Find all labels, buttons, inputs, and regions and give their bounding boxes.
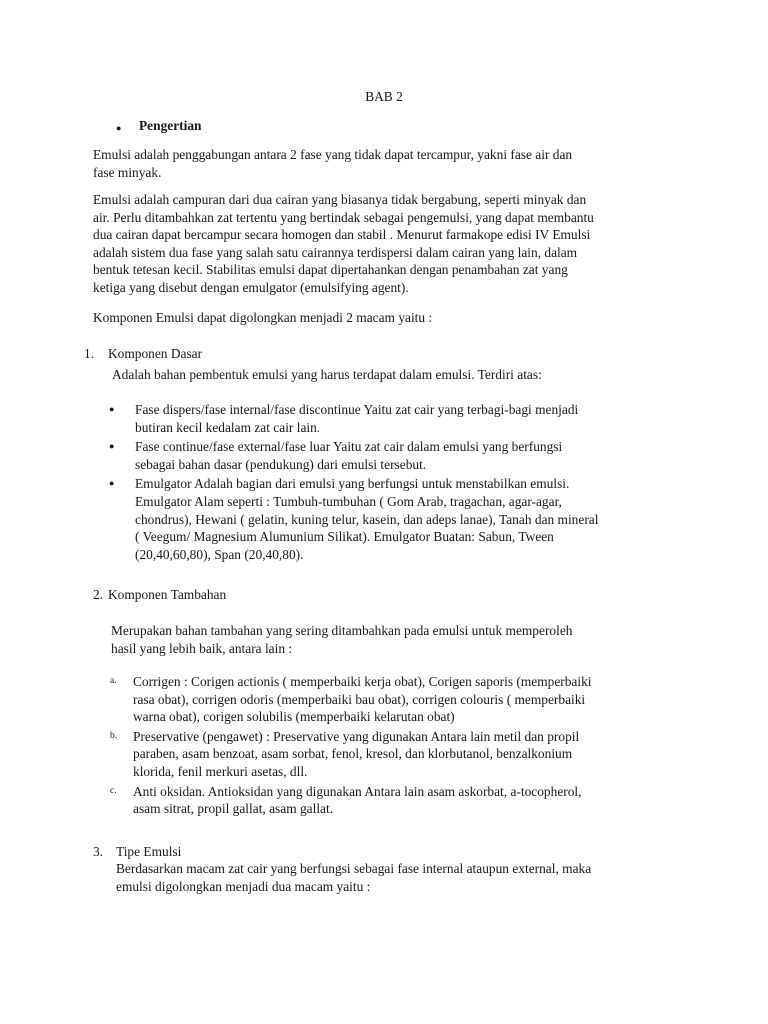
list-marker: b. (110, 730, 118, 741)
alpha-list (110, 673, 703, 818)
text-line: hasil yang lebih baik, antara lain : (111, 640, 293, 656)
bullet-icon: ● (109, 404, 115, 414)
bullet-icon: ● (116, 123, 122, 133)
text-line: (20,40,60,80), Span (20,40,80). (135, 546, 304, 562)
list-marker: a. (110, 676, 117, 686)
list-marker: c. (110, 785, 117, 796)
section-number: 2. (93, 587, 104, 602)
paragraph-explanation (93, 191, 594, 297)
paragraph-komponen: Komponen Emulsi dapat digolongkan menjadi 2 macam yaitu : (93, 310, 433, 325)
text-line: rasa obat), corrigen odoris (memperbaiki bau obat), corrigen colouris ( memperbaiki (133, 691, 586, 707)
text-line: fase minyak. (93, 164, 162, 180)
list-item (109, 475, 695, 563)
text-line: sebagai bahan dasar (pendukung) dari emulsi tersebut. (135, 456, 427, 472)
section3-body (116, 860, 591, 895)
list-item (109, 401, 695, 436)
text-line: warna obat), corigen solubilis (memperbaiki kelarutan obat) (133, 709, 455, 725)
section-heading-komponen-dasar: Komponen Dasar (108, 346, 203, 361)
text-line: adalah sistem dua fase yang salah satu cairannya terdispersi dalam cairan yang lain, dalam (93, 244, 578, 260)
text-line: chondrus), Hewani ( gelatin, kuning telur, kasein, dan adeps lanae), Tanah dan mineral (135, 511, 599, 527)
bullet-icon: ● (109, 441, 115, 452)
text-line: dua cairan dapat bercampur secara homogen dan stabil . Menurut farmakope edisi IV Emulsi (93, 227, 591, 243)
paragraph-definition (93, 146, 572, 181)
section-heading-komponen-tambahan: Komponen Tambahan (108, 587, 227, 602)
text-line: Emulsi adalah penggabungan antara 2 fase yang tidak dapat tercampur, yakni fase air dan (93, 147, 573, 162)
text-line: Berdasarkan macam zat cair yang berfungsi sebagai fase internal ataupun external, maka (116, 861, 592, 876)
text-line: emulsi digolongkan menjadi dua macam yaitu : (116, 878, 371, 894)
list-item (110, 728, 703, 781)
section2-intro (111, 622, 572, 657)
text-line: Emulgator Alam seperti : Tumbuh-tumbuhan ( Gom Arab, tragachan, agar-agar, (135, 493, 562, 509)
text-line: Corrigen : Corigen actionis ( memperbaiki kerja obat), Corigen saporis (memperbaiki (133, 674, 592, 689)
text-line: asam sitrat, propil gallat, asam gallat. (133, 801, 334, 817)
text-line: Fase continue/fase external/fase luar Yaitu zat cair dalam emulsi yang berfungsi (135, 439, 563, 455)
list-item (110, 673, 703, 726)
list-item (110, 783, 703, 818)
section-heading-tipe-emulsi: Tipe Emulsi (116, 844, 182, 859)
text-line: paraben, asam benzoat, asam sorbat, fenol, kresol, dan klorbutanol, benzalkonium (133, 746, 573, 762)
text-line: Emulgator Adalah bagian dari emulsi yang berfungsi untuk menstabilkan emulsi. (135, 476, 570, 492)
list-item (109, 438, 695, 473)
text-line: ketiga yang disebut dengan emulgator (emulsifying agent). (93, 279, 409, 295)
text-line: Merupakan bahan tambahan yang sering ditambahkan pada emulsi untuk memperoleh (111, 623, 573, 638)
text-line: Fase dispers/fase internal/fase discontinue Yaitu zat cair yang terbagi-bagi menjadi (135, 402, 579, 417)
bullet-icon: ● (109, 478, 115, 489)
bullet-list (109, 401, 695, 563)
section-number: 3. (93, 844, 104, 859)
text-line: Anti oksidan. Antioksidan yang digunakan Antara lain asam askorbat, a-tocopherol, (133, 783, 582, 799)
text-line: butiran kecil kedalam zat cair lain. (135, 419, 321, 435)
text-line: Preservative (pengawet) : Preservative yang digunakan Antara lain metil dan propil (133, 728, 580, 744)
text-line: air. Perlu ditambahkan zat tertentu yang bertindak sebagai pengemulsi, yang dapat membantu (93, 209, 594, 225)
text-line: ( Veegum/ Magnesium Alumunium Silikat). Emulgator Buatan: Sabun, Tween (135, 529, 554, 545)
text-line: bentuk tetesan kecil. Stabilitas emulsi dapat dipertahankan dengan penambahan zat yang (93, 262, 568, 278)
section1-intro: Adalah bahan pembentuk emulsi yang harus terdapat dalam emulsi. Terdiri atas: (112, 367, 542, 382)
text-line: Emulsi adalah campuran dari dua cairan yang biasanya tidak bergabung, seperti minyak dan (93, 192, 587, 207)
text-line: klorida, fenil merkuri asetas, dll. (133, 763, 308, 779)
section-heading-pengertian: Pengertian (139, 118, 202, 133)
section-number: 1. (84, 346, 95, 361)
chapter-title: BAB 2 (365, 89, 403, 104)
